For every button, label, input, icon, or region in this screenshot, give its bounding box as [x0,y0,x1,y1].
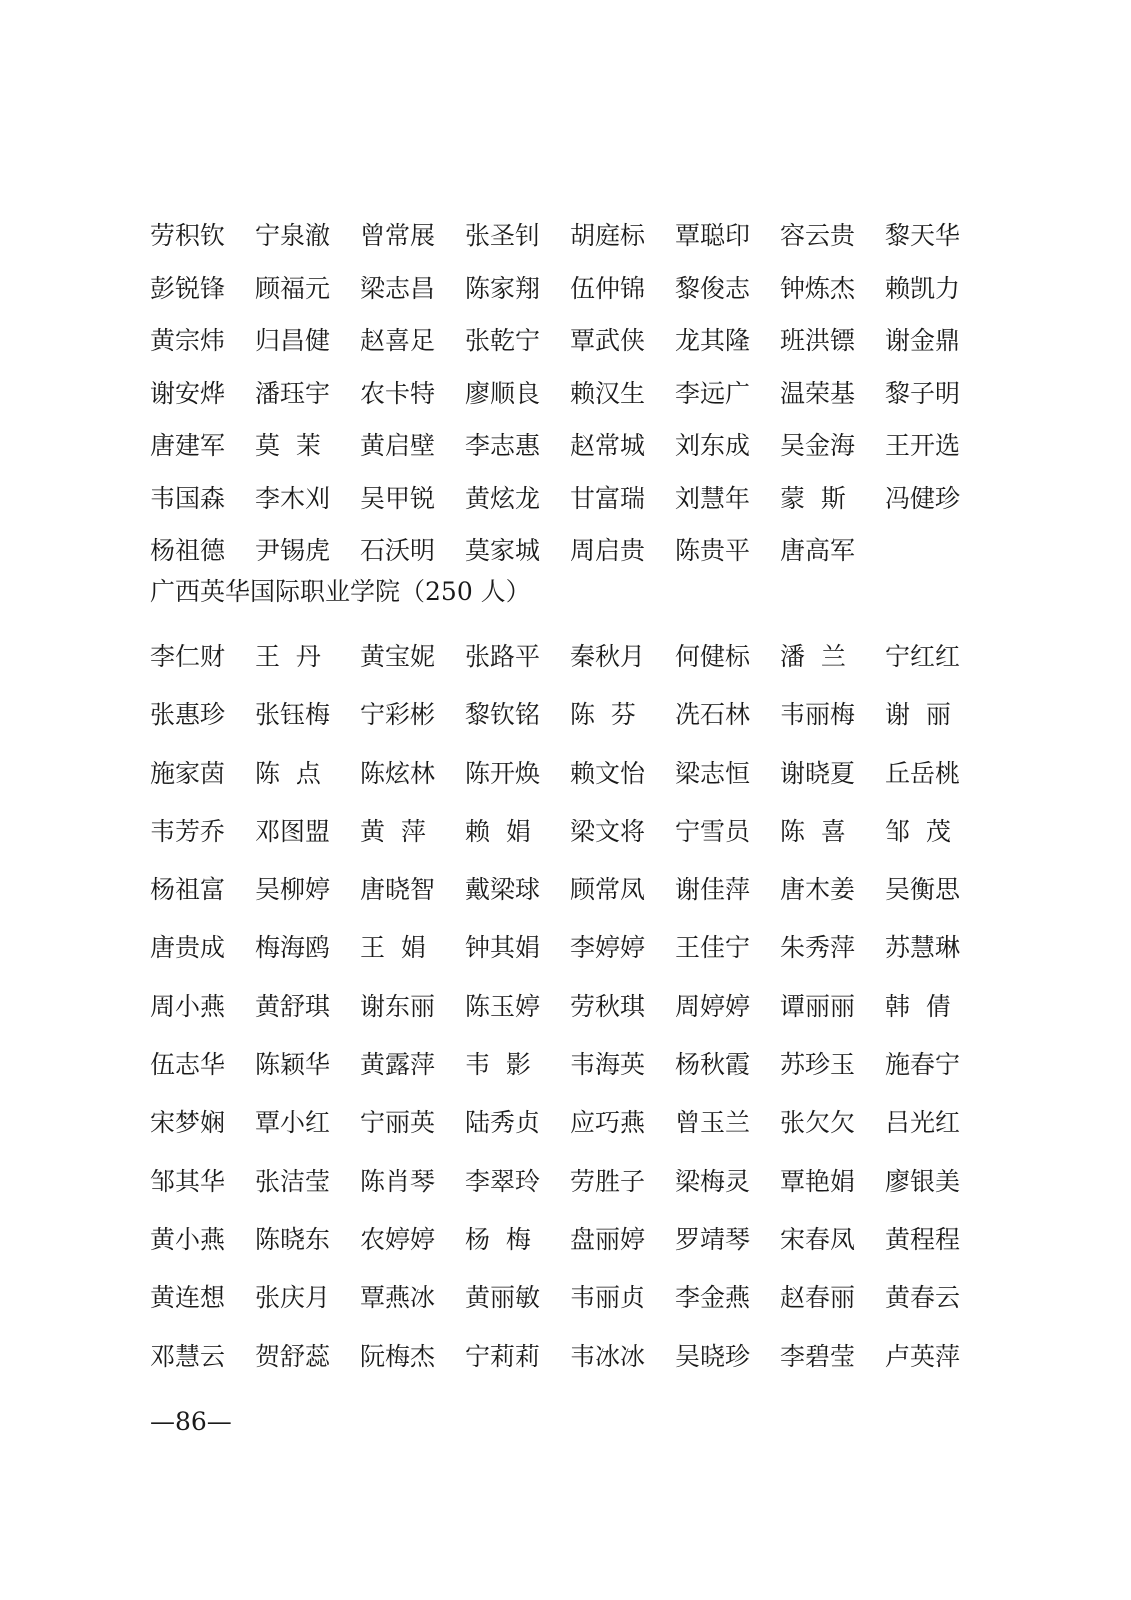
person-name: 盘丽婷 [570,1224,646,1254]
name-row [150,919,990,977]
person-name: 唐晓智 [360,875,436,905]
name-row [150,368,990,421]
person-name: 黄炫龙 [465,483,541,513]
person-name: 劳秋琪 [570,991,646,1021]
name-row [150,745,990,803]
person-name: 黄舒琪 [255,991,331,1021]
name-row [150,803,990,861]
person-name: 李婷婷 [570,933,646,963]
name-row [150,525,990,578]
person-name: 赖 娟 [465,816,531,846]
person-name: 劳积钦 [150,221,226,250]
person-name: 李翠玲 [465,1166,541,1196]
person-name: 李远广 [675,378,751,408]
person-name: 贺舒蕊 [255,1341,331,1371]
person-name: 梁梅灵 [675,1166,751,1196]
person-name: 张路平 [465,642,541,671]
person-name: 吴金海 [780,431,856,460]
person-name: 蒙 斯 [780,483,846,513]
person-name: 邹 茂 [885,816,951,846]
person-name: 伍仲锦 [570,273,646,303]
person-name: 宋春凤 [780,1224,856,1254]
person-name: 覃武侠 [570,326,646,355]
person-name: 伍志华 [150,1050,226,1080]
person-name: 黄宝妮 [360,642,436,671]
person-name: 钟其娟 [465,933,541,963]
person-name: 陈炫林 [360,758,436,788]
person-name: 李碧莹 [780,1341,856,1371]
person-name: 曾玉兰 [675,1108,751,1138]
person-name: 李志惠 [465,431,541,460]
person-name: 谢 丽 [885,700,951,730]
person-name: 陈 点 [255,758,321,788]
person-name: 丘岳桃 [885,758,961,788]
person-name: 廖银美 [885,1166,961,1196]
person-name: 黎俊志 [675,273,751,303]
person-name: 周启贵 [570,536,646,565]
person-name: 杨 梅 [465,1224,531,1254]
person-name: 宁彩彬 [360,700,436,730]
name-row [150,1036,990,1094]
person-name: 邓慧云 [150,1341,226,1371]
person-name: 韦丽梅 [780,700,856,730]
section-heading: 广西英华国际职业学院（250 人） [150,577,531,606]
person-name: 钟炼杰 [780,273,856,303]
name-row [150,686,990,744]
person-name: 黄启壁 [360,431,436,460]
person-name: 赵常城 [570,431,646,460]
person-name: 莫家城 [465,536,541,565]
person-name: 黄连想 [150,1283,226,1313]
person-name: 劳胜子 [570,1166,646,1196]
person-name: 秦秋月 [570,642,646,671]
person-name: 黄露萍 [360,1050,436,1080]
person-name: 王 娟 [360,933,426,963]
person-name: 张钰梅 [255,700,331,730]
person-name: 赵春丽 [780,1283,856,1313]
person-name: 谢金鼎 [885,326,961,355]
person-name: 黎天华 [885,221,961,250]
person-name: 潘 兰 [780,642,846,671]
person-name: 甘富瑞 [570,483,646,513]
name-row [150,1328,990,1386]
person-name: 容云贵 [780,221,856,250]
name-row [150,420,990,473]
person-name: 谢晓夏 [780,758,856,788]
person-name: 赖汉生 [570,378,646,408]
person-name: 陈家翔 [465,273,541,303]
person-name: 陆秀贞 [465,1108,541,1138]
person-name: 谢安烨 [150,378,226,408]
person-name: 阮梅杰 [360,1341,436,1371]
person-name: 冼石林 [675,700,751,730]
name-list-top [150,210,990,578]
person-name: 宁泉澈 [255,221,331,250]
person-name: 陈颖华 [255,1050,331,1080]
person-name: 唐高军 [780,536,856,565]
person-name: 顾福元 [255,273,331,303]
person-name: 曾常展 [360,221,436,250]
person-name: 谢东丽 [360,991,436,1021]
person-name: 农卡特 [360,378,436,408]
person-name: 唐木姜 [780,875,856,905]
person-name: 潘珏宇 [255,378,331,408]
person-name: 覃小红 [255,1108,331,1138]
person-name: 苏慧琳 [885,933,961,963]
person-name: 李金燕 [675,1283,751,1313]
person-name: 覃聪印 [675,221,751,250]
person-name: 黄 萍 [360,816,426,846]
person-name: 苏珍玉 [780,1050,856,1080]
person-name: 邹其华 [150,1166,226,1196]
person-name: 莫 茉 [255,431,321,460]
person-name: 刘慧年 [675,483,751,513]
person-name: 王 丹 [255,642,321,671]
person-name: 宁雪员 [675,816,751,846]
person-name: 赖文怡 [570,758,646,788]
person-name: 刘东成 [675,431,751,460]
person-name: 黎子明 [885,378,961,408]
person-name: 梁文将 [570,816,646,846]
name-row [150,861,990,919]
person-name: 杨秋霞 [675,1050,751,1080]
person-name: 李木刈 [255,483,331,513]
person-name: 张惠珍 [150,700,226,730]
person-name: 张洁莹 [255,1166,331,1196]
person-name: 张乾宁 [465,326,541,355]
person-name: 班洪镖 [780,326,856,355]
person-name: 施春宁 [885,1050,961,1080]
person-name: 陈 喜 [780,816,846,846]
person-name: 周小燕 [150,991,226,1021]
person-name: 温荣基 [780,378,856,408]
person-name: 卢英萍 [885,1341,961,1371]
person-name: 吴柳婷 [255,875,331,905]
person-name: 陈贵平 [675,536,751,565]
person-name: 张圣钊 [465,221,541,250]
person-name: 覃艳娟 [780,1166,856,1196]
person-name: 黄宗炜 [150,326,226,355]
person-name: 廖顺良 [465,378,541,408]
person-name: 李仁财 [150,642,226,671]
name-row [150,1211,990,1269]
person-name: 覃燕冰 [360,1283,436,1313]
person-name: 黄程程 [885,1224,961,1254]
page-number: —86— [150,1407,232,1436]
person-name: 周婷婷 [675,991,751,1021]
person-name: 韩 倩 [885,991,951,1021]
person-name: 宁红红 [885,642,961,671]
person-name: 陈玉婷 [465,991,541,1021]
person-name: 陈肖琴 [360,1166,436,1196]
person-name: 罗靖琴 [675,1224,751,1254]
name-row [150,210,990,263]
person-name: 冯健珍 [885,483,961,513]
person-name: 韦国森 [150,483,226,513]
person-name: 陈 芬 [570,700,636,730]
person-name: 韦芳乔 [150,816,226,846]
name-row [150,978,990,1036]
name-row [150,315,990,368]
person-name: 韦冰冰 [570,1341,646,1371]
person-name: 戴梁球 [465,875,541,905]
person-name: 归昌健 [255,326,331,355]
person-name: 赵喜足 [360,326,436,355]
person-name: 谭丽丽 [780,991,856,1021]
person-name: 王佳宁 [675,933,751,963]
person-name: 黎钦铭 [465,700,541,730]
person-name: 顾常凤 [570,875,646,905]
person-name: 韦 影 [465,1050,531,1080]
person-name: 吴晓珍 [675,1341,751,1371]
person-name: 朱秀萍 [780,933,856,963]
person-name: 宋梦娴 [150,1108,226,1138]
person-name: 王开选 [885,431,961,460]
person-name: 吴衡思 [885,875,961,905]
person-name: 尹锡虎 [255,536,331,565]
person-name: 龙其隆 [675,326,751,355]
person-name: 赖凯力 [885,273,961,303]
person-name: 韦丽贞 [570,1283,646,1313]
person-name: 张欠欠 [780,1108,856,1138]
name-row [150,473,990,526]
name-row [150,628,990,686]
person-name: 梅海鸥 [255,933,331,963]
person-name: 黄春云 [885,1283,961,1313]
person-name: 黄丽敏 [465,1283,541,1313]
person-name: 韦海英 [570,1050,646,1080]
person-name: 陈晓东 [255,1224,331,1254]
person-name: 宁莉莉 [465,1341,541,1371]
person-name: 施家茵 [150,758,226,788]
person-name: 谢佳萍 [675,875,751,905]
person-name: 吕光红 [885,1108,961,1138]
person-name: 杨祖富 [150,875,226,905]
person-name: 何健标 [675,642,751,671]
person-name: 张庆月 [255,1283,331,1313]
person-name: 唐贵成 [150,933,226,963]
name-list-yinghua [150,628,990,1386]
person-name: 梁志恒 [675,758,751,788]
person-name: 陈开焕 [465,758,541,788]
name-row [150,1269,990,1327]
person-name: 胡庭标 [570,221,646,250]
person-name: 黄小燕 [150,1224,226,1254]
person-name: 杨祖德 [150,536,226,565]
person-name: 唐建军 [150,431,226,460]
person-name: 石沃明 [360,536,436,565]
person-name: 梁志昌 [360,273,436,303]
person-name: 应巧燕 [570,1108,646,1138]
person-name: 农婷婷 [360,1224,436,1254]
person-name: 吴甲锐 [360,483,436,513]
name-row [150,1094,990,1152]
name-row [150,1153,990,1211]
person-name: 邓图盟 [255,816,331,846]
name-row [150,263,990,316]
person-name: 彭锐锋 [150,273,226,303]
person-name: 宁丽英 [360,1108,436,1138]
